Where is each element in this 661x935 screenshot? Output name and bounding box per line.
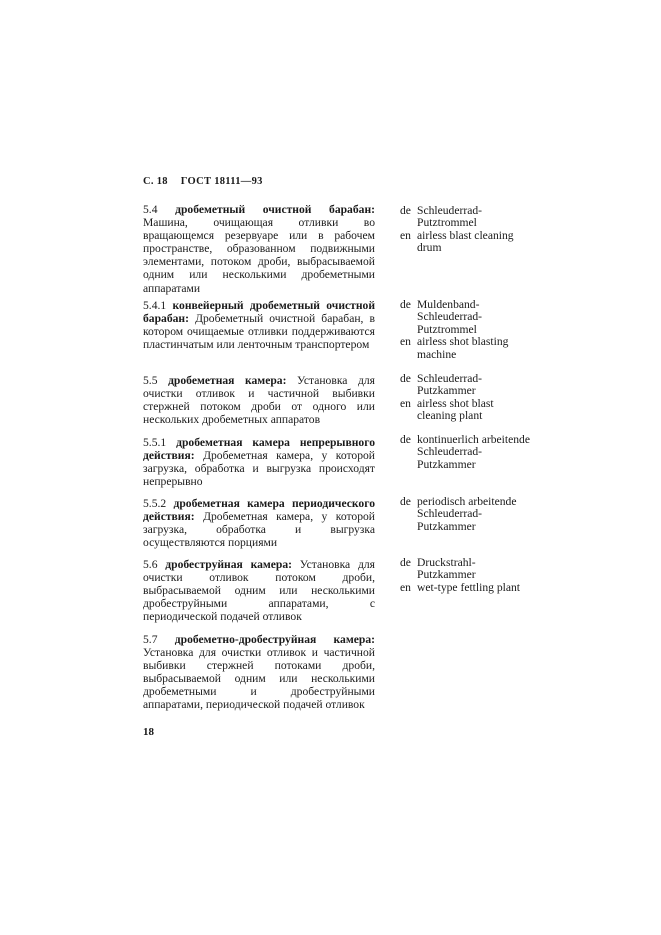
standard-code: ГОСТ 18111—93 [180,176,263,187]
term-entry: 5.6 дробеструйная камера: Установка для очистки отливок потоком дроби, выбрасываемой одним или несколькими дробеструйными аппаратами, с периодической подачей отливок [143,558,375,624]
term-entry: 5.4.1 конвейерный дробеметный очистной барабан: Дробеметный очистной барабан, в котором очищаемые отливки поддерживаются пластинчатым или ленточным транспортером [143,299,376,352]
term-entry: 5.5.2 дробеметная камера периодического действия: Дробеметная камера, у которой загрузка, обработка и выгрузка осуществляются порциями [143,497,375,550]
term-entry: 5.5.1 дробеметная камера непрерывного действия: Дробеметная камера, у которой загрузка, обработка и выгрузка происходят непрерывно [143,436,375,489]
translation-block: de Schleuderrad-Putzkammer en airless shot blast cleaning plant [400,372,494,423]
page-label: С. 18 [143,176,168,187]
page-header [143,176,273,187]
translation-block: de kontinuerlich arbeitende Schleuderrad-Putzkammer [400,433,530,471]
translation-block: de Muldenband-Schleuderrad-Putztrommel en airless shot blasting machine [400,298,509,361]
translation-block: de Druckstrahl-Putzkammer en wet-type fettling plant [400,556,521,594]
translation-block: de periodisch arbeitende Schleuderrad-Putzkammer [400,495,517,533]
translation-block: de Schleuderrad-Putztrommel en airless blast cleaning drum [400,204,514,255]
page-number: 18 [143,726,154,738]
term-entry: 5.5 дробеметная камера: Установка для очистки отливок и частичной выбивки стержней потоком дроби от одного или нескольких дробеметных аппаратов [143,374,375,427]
term-entry: 5.4 дробеметный очистной барабан: Машина, очищающая отливки во вращающемся резервуаре или в рабочем пространстве, образованном подвижными элементами, потоком дроби, выбрасываемой одним или несколькими дробеметными аппаратами [143,203,375,295]
term-entry: 5.7 дробеметно-дробеструйная камера: Установка для очистки отливок и частичной выбивки стержней потоками дроби, выбрасываемой одним или несколькими дробеметными и дробеструйными аппаратами, периодической подачей отливок [143,633,375,712]
